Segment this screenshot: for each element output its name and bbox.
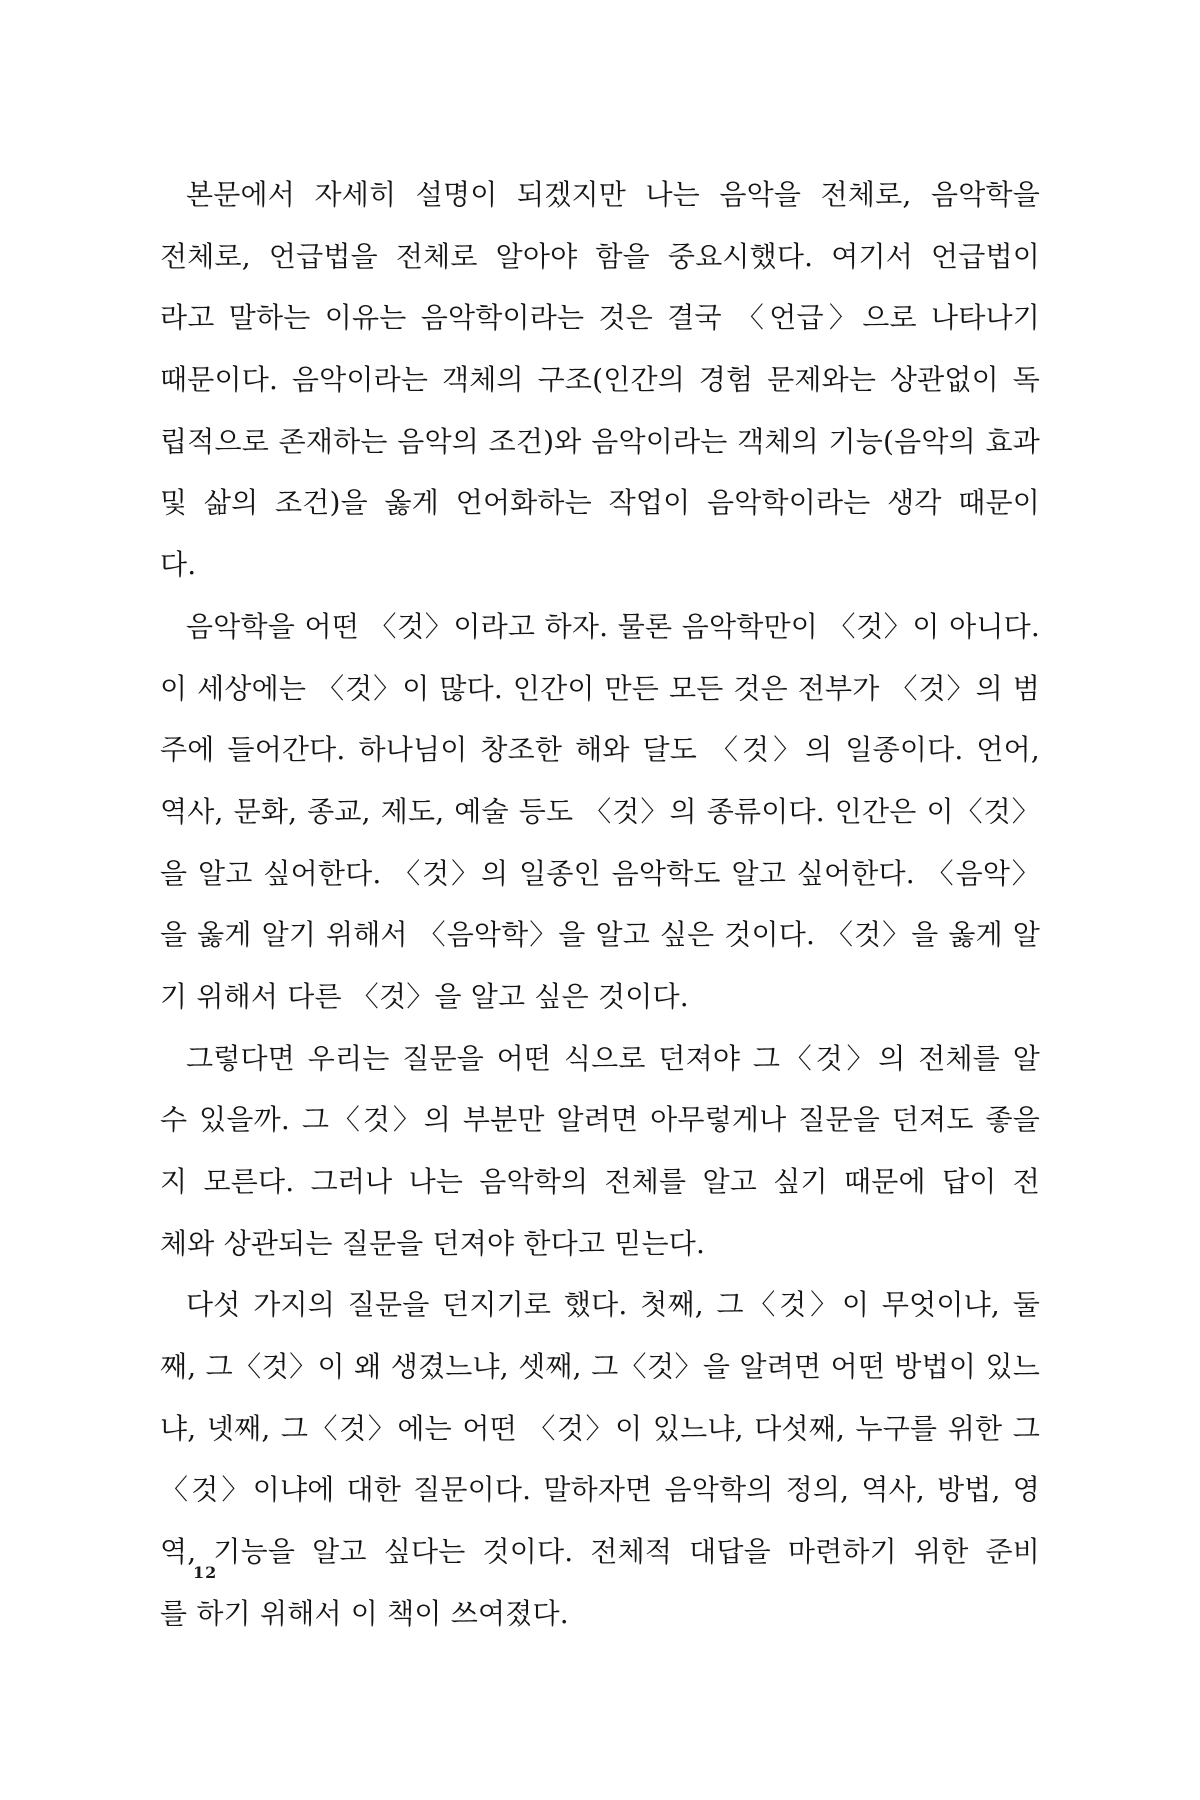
text-line: 를 하기 위해서 이 책이 쓰여졌다. (160, 1596, 569, 1630)
text-line: 역, 기능을 알고 싶다는 것이다. 전체적 대답을 마련하기 위한 준비 (160, 1535, 1040, 1569)
body-text (160, 164, 1040, 1645)
text-line: 그렇다면 우리는 질문을 어떤 식으로 던져야 그〈것〉의 전체를 알 (186, 1041, 1040, 1075)
text-line: 립적으로 존재하는 음악의 조건)와 음악이라는 객체의 기능(음악의 효과 (160, 424, 1040, 458)
text-line: 라고 말하는 이유는 음악학이라는 것은 결국 〈언급〉으로 나타나기 (160, 301, 1040, 335)
text-line: 다. (160, 548, 197, 582)
paragraph-1 (160, 164, 1040, 596)
text-line: 음악학을 어떤 〈것〉이라고 하자. 물론 음악학만이 〈것〉이 아니다. (186, 609, 1040, 643)
paragraph-4 (160, 1274, 1040, 1644)
text-line: 및 삶의 조건)을 옳게 언어화하는 작업이 음악학이라는 생각 때문이 (160, 486, 1040, 520)
paragraph-3 (160, 1028, 1040, 1275)
paragraph-2 (160, 596, 1040, 1028)
page-number: 12 (193, 1563, 218, 1582)
text-line: 체와 상관되는 질문을 던져야 한다고 믿는다. (160, 1226, 706, 1260)
text-line: 이 세상에는 〈것〉이 많다. 인간이 만든 모든 것은 전부가 〈것〉의 범 (160, 671, 1040, 705)
text-line: 본문에서 자세히 설명이 되겠지만 나는 음악을 전체로, 음악학을 (186, 178, 1040, 211)
text-line: 전체로, 언급법을 전체로 알아야 함을 중요시했다. 여기서 언급법이 (160, 239, 1040, 273)
text-line: 주에 들어간다. 하나님이 창조한 해와 달도 〈것〉의 일종이다. 언어, (160, 733, 1040, 767)
text-line: 다섯 가지의 질문을 던지기로 했다. 첫째, 그〈것〉이 무엇이냐, 둘 (186, 1288, 1040, 1322)
text-line: 을 옳게 알기 위해서 〈음악학〉을 알고 싶은 것이다. 〈것〉을 옳게 알 (160, 918, 1040, 952)
text-line: 을 알고 싶어한다. 〈것〉의 일종인 음악학도 알고 싶어한다. 〈음악〉 (160, 856, 1040, 890)
text-line: 〈것〉이냐에 대한 질문이다. 말하자면 음악학의 정의, 역사, 방법, 영 (160, 1473, 1040, 1507)
text-line: 째, 그〈것〉이 왜 생겼느냐, 셋째, 그〈것〉을 알려면 어떤 방법이 있느 (160, 1350, 1040, 1384)
text-line: 역사, 문화, 종교, 제도, 예술 등도 〈것〉의 종류이다. 인간은 이〈것〉 (160, 794, 1040, 828)
text-line: 지 모른다. 그러나 나는 음악학의 전체를 알고 싶기 때문에 답이 전 (160, 1165, 1040, 1198)
text-line: 냐, 넷째, 그〈것〉에는 어떤 〈것〉이 있느냐, 다섯째, 누구를 위한 그 (160, 1411, 1040, 1445)
text-line: 때문이다. 음악이라는 객체의 구조(인간의 경험 문제와는 상관없이 독 (160, 363, 1040, 397)
text-line: 기 위해서 다른 〈것〉을 알고 싶은 것이다. (160, 979, 689, 1013)
text-line: 수 있을까. 그〈것〉의 부분만 알려면 아무렇게나 질문을 던져도 좋을 (160, 1103, 1040, 1137)
